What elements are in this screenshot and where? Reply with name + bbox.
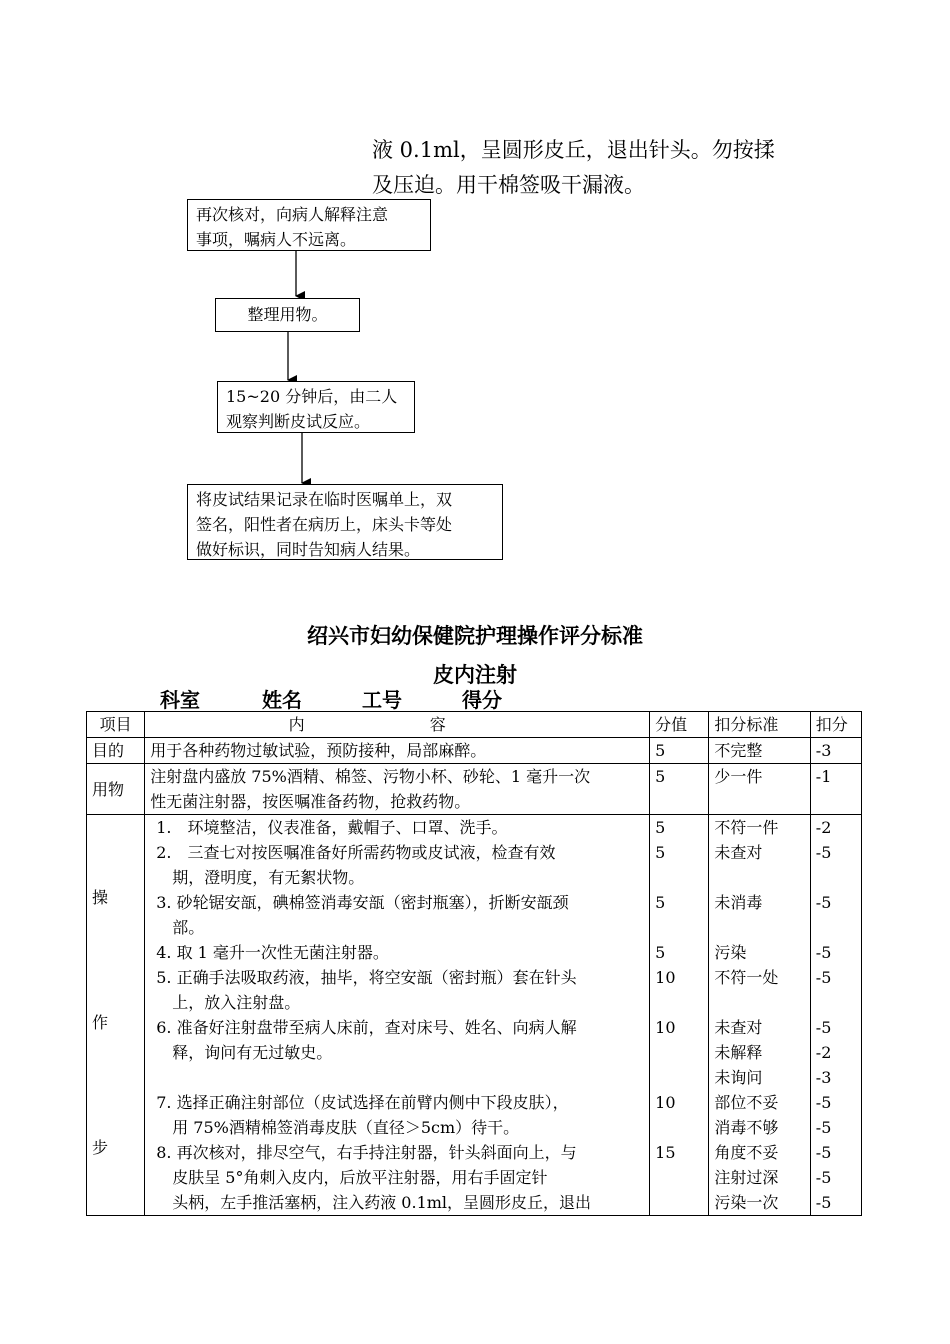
field-score: 得分 <box>462 688 502 712</box>
paragraph-line: 液 0.1ml，呈圆形皮丘，退出针头。勿按揉 <box>372 138 775 162</box>
criteria-value: 注射过深 <box>714 1168 779 1187</box>
paragraph-line: 及压迫。用干棉签吸干漏液。 <box>372 173 645 197</box>
step-line: 皮肤呈 5°角刺入皮内，后放平注射器，用右手固定针 <box>172 1168 548 1187</box>
step-line: 5. 正确手法吸取药液，抽毕，将空安瓿（密封瓶）套在针头 <box>156 968 577 987</box>
item-cell: 用物 <box>87 764 145 815</box>
score-value: 10 <box>655 1093 676 1112</box>
deduct-value: -2 <box>815 1043 832 1062</box>
flow-step-line: 做好标识，同时告知病人结果。 <box>196 540 421 559</box>
step-line: 头柄，左手推活塞柄，注入药液 0.1ml，呈圆形皮丘，退出 <box>172 1193 592 1212</box>
criteria-cell: 不完整 <box>709 738 810 764</box>
flow-step-observe <box>217 381 415 433</box>
content-line: 注射盘内盛放 75%酒精、棉签、污物小杯、砂轮、1 毫升一次 <box>150 767 591 786</box>
score-value: 5 <box>655 818 666 837</box>
criteria-value: 不符一处 <box>714 968 779 987</box>
criteria-value: 角度不妥 <box>714 1143 779 1162</box>
step-line: 6. 准备好注射盘带至病人床前，查对床号、姓名、向病人解 <box>156 1018 577 1037</box>
steps-criteria-cell <box>709 815 810 1216</box>
step-line: 部。 <box>172 918 205 937</box>
criteria-value: 未消毒 <box>714 893 763 912</box>
header-content: 内 容 <box>145 712 650 738</box>
table-header-row <box>87 712 862 738</box>
table-row-steps <box>87 815 862 1216</box>
field-department: 科室 <box>160 688 200 712</box>
criteria-value: 污染 <box>714 943 747 962</box>
step-3 <box>150 890 644 940</box>
deduct-cell: -1 <box>810 764 861 815</box>
deduct-value: -5 <box>815 1193 832 1212</box>
item-char: 作 <box>92 1013 109 1032</box>
content-line: 性无菌注射器，按医嘱准备药物，抢救药物。 <box>150 792 471 811</box>
item-cell: 目的 <box>87 738 145 764</box>
header-deduct: 扣分 <box>810 712 861 738</box>
flow-step-line: 15~20 分钟后，由二人 <box>226 387 398 406</box>
step-line: 用 75%酒精棉签消毒皮肤（直径＞5cm）待干。 <box>172 1118 520 1137</box>
item-cell-operation-steps <box>87 815 145 1216</box>
criteria-value: 未查对 <box>714 1018 763 1037</box>
table-row <box>87 738 862 764</box>
criteria-value: 不符一件 <box>714 818 779 837</box>
step-4 <box>150 940 644 965</box>
flow-step-line: 事项，嘱病人不远离。 <box>196 230 357 249</box>
item-char: 操 <box>92 888 109 907</box>
deduct-value: -5 <box>815 1018 832 1037</box>
step-line: 7. 选择正确注射部位（皮试选择在前臂内侧中下段皮肤）， <box>156 1093 569 1112</box>
flow-step-line: 将皮试结果记录在临时医嘱单上，双 <box>196 490 453 509</box>
score-value: 5 <box>655 893 666 912</box>
deduct-value: -5 <box>815 1118 832 1137</box>
deduct-value: -5 <box>815 1143 832 1162</box>
score-value: 15 <box>655 1143 676 1162</box>
deduct-value: -3 <box>815 1068 832 1087</box>
step-1 <box>150 815 644 840</box>
deduct-value: -5 <box>815 1168 832 1187</box>
steps-score-cell <box>650 815 709 1216</box>
flow-step-line: 观察判断皮试反应。 <box>226 412 371 431</box>
flow-step-line: 再次核对，向病人解释注意 <box>196 205 389 224</box>
criteria-value: 未查对 <box>714 843 763 862</box>
criteria-value: 消毒不够 <box>714 1118 779 1137</box>
step-line: 上，放入注射盘。 <box>172 993 301 1012</box>
criteria-value: 未询问 <box>714 1068 763 1087</box>
content-cell <box>145 764 650 815</box>
step-line: 8. 再次核对，排尽空气，右手持注射器，针头斜面向上，与 <box>156 1143 577 1162</box>
deduct-value: -5 <box>815 843 832 862</box>
step-line: 4. 取 1 毫升一次性无菌注射器。 <box>156 943 389 962</box>
header-item: 项目 <box>87 712 145 738</box>
step-5 <box>150 965 644 1015</box>
step-line: 2. 三查七对按医嘱准备好所需药物或皮试液，检查有效 <box>156 843 556 862</box>
header-criteria: 扣分标准 <box>709 712 810 738</box>
score-value: 10 <box>655 1018 676 1037</box>
header-score: 分值 <box>650 712 709 738</box>
steps-deduct-cell <box>810 815 861 1216</box>
step-line: 期，澄明度，有无絮状物。 <box>172 868 365 887</box>
steps-content-cell <box>145 815 650 1216</box>
step-line: 3. 砂轮锯安瓿，碘棉签消毒安瓿（密封瓶塞），折断安瓿颈 <box>156 893 569 912</box>
criteria-value: 部位不妥 <box>714 1093 779 1112</box>
criteria-cell: 少一件 <box>709 764 810 815</box>
deduct-value: -2 <box>815 818 832 837</box>
deduct-value: -5 <box>815 943 832 962</box>
field-name: 姓名 <box>262 688 302 712</box>
deduct-value: -5 <box>815 893 832 912</box>
step-6 <box>150 1015 644 1090</box>
criteria-value: 污染一次 <box>714 1193 779 1212</box>
score-value: 5 <box>655 943 666 962</box>
score-cell: 5 <box>650 738 709 764</box>
step-8 <box>150 1140 644 1215</box>
deduct-cell: -3 <box>810 738 861 764</box>
document-title: 绍兴市妇幼保健院护理操作评分标准 <box>307 624 643 648</box>
flow-step-line: 签名，阳性者在病历上，床头卡等处 <box>196 515 453 534</box>
deduct-value: -5 <box>815 1093 832 1112</box>
score-value: 10 <box>655 968 676 987</box>
item-char: 步 <box>92 1138 109 1157</box>
step-7 <box>150 1090 644 1140</box>
content-cell: 用于各种药物过敏试验，预防接种，局部麻醉。 <box>145 738 650 764</box>
document-subtitle: 皮内注射 <box>433 663 517 687</box>
step-line: 释，询问有无过敏史。 <box>172 1043 333 1062</box>
scoring-table <box>86 711 862 1216</box>
score-value: 5 <box>655 843 666 862</box>
criteria-value: 未解释 <box>714 1043 763 1062</box>
flow-step-verify <box>187 199 431 251</box>
flow-step-record <box>187 484 503 560</box>
deduct-value: -5 <box>815 968 832 987</box>
flow-step-line: 整理用物。 <box>247 305 328 324</box>
step-2 <box>150 840 644 890</box>
flow-step-tidy <box>215 298 360 332</box>
table-row <box>87 764 862 815</box>
step-line: 1. 环境整洁，仪表准备，戴帽子、口罩、洗手。 <box>156 818 508 837</box>
field-staff-id: 工号 <box>362 688 402 712</box>
score-cell: 5 <box>650 764 709 815</box>
